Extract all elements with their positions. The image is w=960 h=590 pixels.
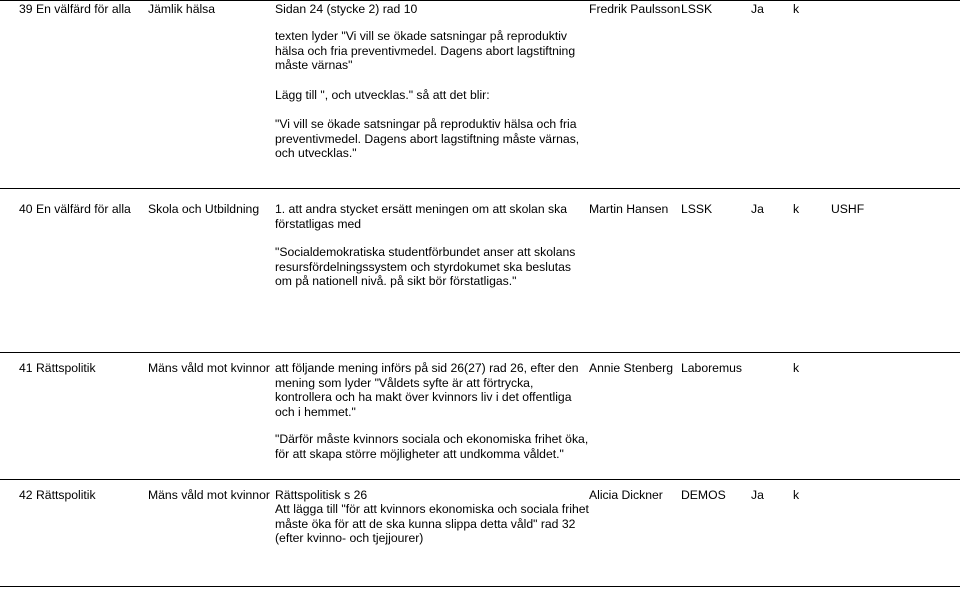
topic: Mäns våld mot kvinnor xyxy=(148,488,270,502)
topic: Jämlik hälsa xyxy=(148,2,216,16)
amendment-text: "Socialdemokratiska studentförbundet anser att skolans resursfördelningssystem och styrdokumet ska beslutas om på nationell nivå. på sikt bör förstatligas." xyxy=(275,245,576,289)
location: Rättspolitisk s 26 xyxy=(275,488,368,502)
policy-area: En välfärd för alla xyxy=(36,2,131,16)
row-number: 41 xyxy=(19,361,33,375)
mark: k xyxy=(793,202,800,216)
row-divider xyxy=(0,352,960,353)
author: Martin Hansen xyxy=(589,202,669,216)
policy-area: En välfärd för alla xyxy=(36,202,131,216)
mark: k xyxy=(793,361,800,375)
author: Annie Stenberg xyxy=(589,361,674,375)
amendment-text: texten lyder "Vi vill se ökade satsningar på reproduktiv hälsa och fria preventivmedel. Dagens abort lagstiftning måste värnas" xyxy=(275,29,576,73)
mark: k xyxy=(793,2,800,16)
row-number: 39 xyxy=(19,2,33,16)
organization: Laboremus xyxy=(681,361,742,375)
row-divider xyxy=(0,586,960,587)
amendment-text: Att lägga till "för att kvinnors ekonomiska och sociala frihet måste öka för att de ska kunna slippa detta våld" rad 32 (efter kvinno- och tjejjourer) xyxy=(275,502,589,546)
vote: Ja xyxy=(751,2,764,16)
amendment-text: "Vi vill se ökade satsningar på reproduktiv hälsa och fria preventivmedel. Dagens abort lagstiftning måste värnas, och utvecklas." xyxy=(275,117,580,161)
row-number: 42 xyxy=(19,488,33,502)
row-number: 40 xyxy=(19,202,33,216)
row-divider xyxy=(0,0,960,1)
mark: k xyxy=(793,488,800,502)
author: Alicia Dickner xyxy=(589,488,663,502)
vote: Ja xyxy=(751,488,764,502)
extra-organization: USHF xyxy=(831,202,865,216)
amendment-text: "Därför måste kvinnors sociala och ekonomiska frihet öka, för att skapa större möjligheter att undkomma våldet." xyxy=(275,432,589,461)
vote: Ja xyxy=(751,202,764,216)
organization: DEMOS xyxy=(681,488,726,502)
policy-area: Rättspolitik xyxy=(36,361,96,375)
organization: LSSK xyxy=(681,2,713,16)
amendment-text: Lägg till ", och utvecklas." så att det blir: xyxy=(275,88,490,102)
amendment-text: att följande mening införs på sid 26(27) rad 26, efter den mening som lyder "Våldets syfte är att förtrycka, kontrollera och ha makt över kvinnors liv i det offentliga och i hemmet." xyxy=(275,361,579,419)
row-divider xyxy=(0,479,960,480)
topic: Mäns våld mot kvinnor xyxy=(148,361,270,375)
author: Fredrik Paulsson xyxy=(589,2,681,16)
amendment-text: 1. att andra stycket ersätt meningen om att skolan ska förstatligas med xyxy=(275,202,567,231)
location: Sidan 24 (stycke 2) rad 10 xyxy=(275,2,418,16)
topic: Skola och Utbildning xyxy=(148,202,260,216)
policy-area: Rättspolitik xyxy=(36,488,96,502)
organization: LSSK xyxy=(681,202,713,216)
row-divider xyxy=(0,188,960,189)
